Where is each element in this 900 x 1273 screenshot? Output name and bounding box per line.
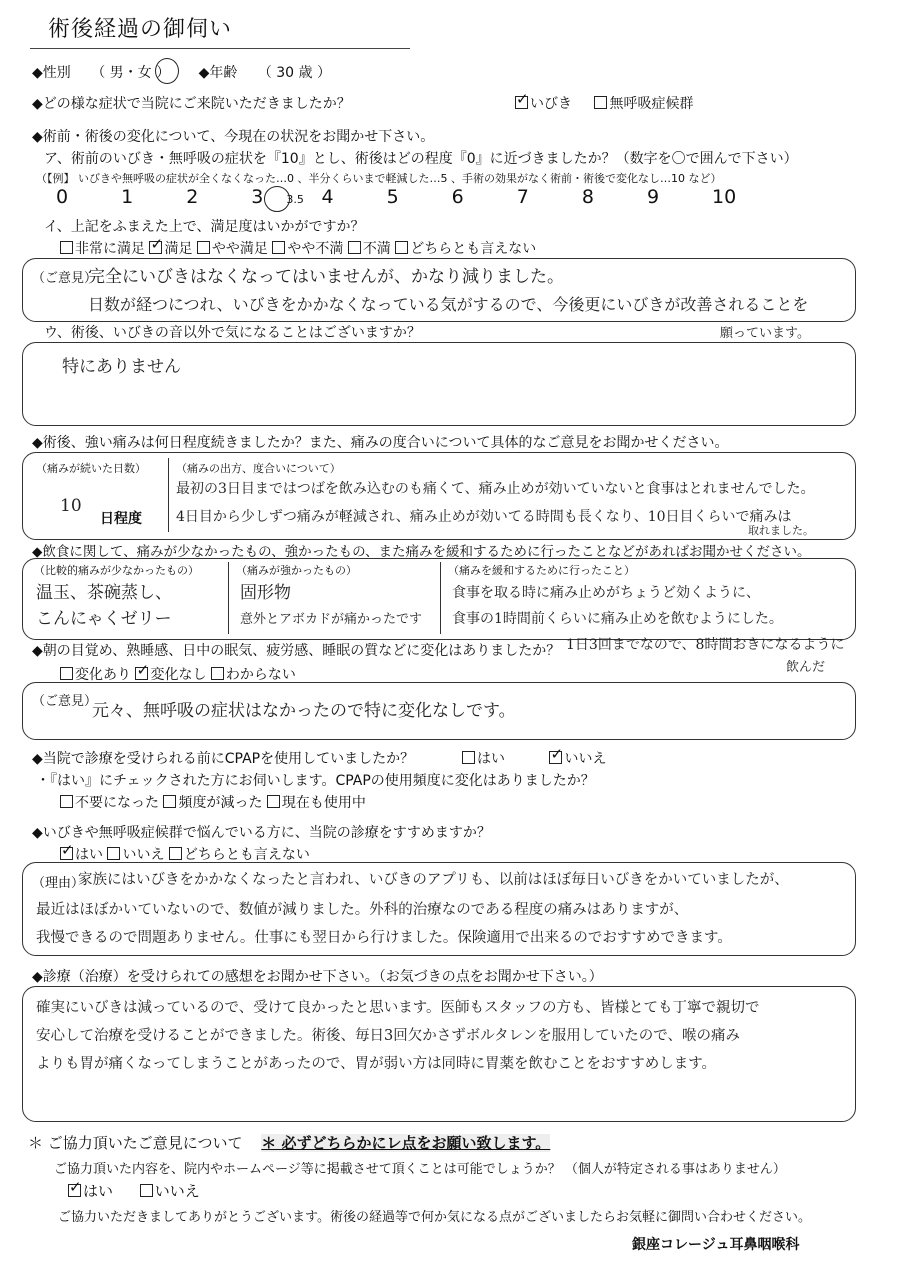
option-dissatisfied: 不満 <box>362 241 391 257</box>
checkbox-neither[interactable] <box>395 241 408 254</box>
option-cpap-unneeded: 不要になった <box>75 795 159 811</box>
scale-6[interactable]: 6 <box>451 186 464 208</box>
diet-col1-label: （比較的痛みが少なかったもの） <box>34 564 199 577</box>
diet-col3-label: （痛みを緩和するために行ったこと） <box>448 564 635 577</box>
option-cpap-still-using: 現在も使用中 <box>281 795 366 811</box>
option-sleep-unknown: わからない <box>225 667 296 683</box>
checkbox-sleep-unknown[interactable] <box>211 667 224 680</box>
option-recommend-yes: はい <box>75 847 103 863</box>
diet-divider-1 <box>228 562 229 634</box>
satisfaction-question: イ、上記をふまえた上で、満足度はいかがですか？ <box>44 219 365 235</box>
sleep-opinion-label: （ご意見） <box>32 694 98 709</box>
scale-row <box>56 186 752 208</box>
option-very-satisfied: 非常に満足 <box>75 241 145 257</box>
option-somewhat-dissatisfied: やや不満 <box>287 241 344 257</box>
scale-9[interactable]: 9 <box>646 186 660 208</box>
gender-value: （ 男・女 ） <box>91 65 171 81</box>
pain-detail-line-3: 取れました。 <box>748 524 814 537</box>
scale-0[interactable]: 0 <box>56 186 69 208</box>
recommend-reason-label: （理由） <box>32 876 85 891</box>
pain-days-unit: 日程度 <box>100 511 142 527</box>
option-neither: どちらとも言えない <box>410 241 537 257</box>
option-satisfied: 満足 <box>164 241 193 257</box>
option-sleep-changed: 変化あり <box>75 667 131 683</box>
checkbox-snoring[interactable] <box>515 96 528 109</box>
pain-days-value: 10 <box>60 496 82 516</box>
impression-heading: ◆診療（治療）を受けられての感想をお聞かせ下さい。（お気づきの点をお聞かせ下さい。） <box>32 969 603 985</box>
consent-heading-right: ＊ 必ずどちらかにレ点をお願い致します。 <box>261 1134 551 1152</box>
checkbox-cpap-still-using[interactable] <box>267 795 280 808</box>
consent-heading-left: ＊ ご協力頂いたご意見について <box>28 1134 243 1152</box>
checkbox-sleep-changed[interactable] <box>60 667 73 680</box>
impression-line-1: 確実にいびきは減っているので、受けて良かったと思います。医師もスタッフの方も、皆様とても丁寧で親切で <box>36 1000 760 1016</box>
checkbox-sleep-unchanged[interactable] <box>135 667 148 680</box>
recommend-question: ◆いびきや無呼吸症候群で悩んでいる方に、当院の診療をすすめますか？ <box>32 825 491 841</box>
diet-col2-label: （痛みが強かったもの） <box>236 564 357 577</box>
impression-line-2: 安心して治療を受けることができました。術後、毎日3回欠かさずボルタレンを服用していたので、喉の痛み <box>36 1028 740 1044</box>
checkbox-recommend-no[interactable] <box>107 847 120 860</box>
diet-col2-line-1: 固形物 <box>240 583 291 603</box>
pain-detail-line-2: 4日目から少しずつ痛みが軽減され、痛み止めが効いてる時間も長くなり、10日目くらいで痛みは <box>176 509 792 525</box>
pain-days-label: （痛みが続いた日数） <box>36 462 146 475</box>
checkbox-cpap-no[interactable] <box>549 751 562 764</box>
cpap-follow-options <box>60 792 366 812</box>
option-snoring: いびき <box>530 96 572 112</box>
thanks-message: ご協力いただきましてありがとうございます。術後の経過等で何か気になる点がございましたらお気軽に御問い合わせください。 <box>58 1210 811 1225</box>
satisfaction-options <box>60 238 536 258</box>
scale-10[interactable]: 10 <box>712 186 737 208</box>
scale-1[interactable]: 1 <box>121 186 134 208</box>
gender-row <box>32 62 331 82</box>
option-cpap-yes: はい <box>477 751 505 767</box>
option-consent-yes: はい <box>83 1182 114 1200</box>
gender-label: ◆性別 <box>32 65 71 81</box>
sleep-options <box>60 664 296 684</box>
recommend-reason-line-1: 家族にはいびきをかかなくなったと言われ、いびきのアプリも、以前はほぼ毎日いびきをかいていましたが、 <box>78 872 789 888</box>
checkbox-consent-no[interactable] <box>140 1184 153 1197</box>
checkbox-recommend-neither[interactable] <box>169 847 182 860</box>
pain-divider <box>168 458 169 532</box>
checkbox-cpap-yes[interactable] <box>462 751 475 764</box>
cpap-options <box>462 748 606 768</box>
scale-7[interactable]: 7 <box>516 186 529 208</box>
recommend-options <box>60 844 310 864</box>
scale-3[interactable]: 3 <box>251 186 264 208</box>
option-recommend-no: いいえ <box>122 847 165 863</box>
scale-2[interactable]: 2 <box>186 186 199 208</box>
title-underline <box>30 48 410 49</box>
page-title: 術後経過の御伺い <box>48 17 233 42</box>
checkbox-somewhat-satisfied[interactable] <box>197 241 210 254</box>
checkbox-cpap-unneeded[interactable] <box>60 795 73 808</box>
sleep-question: ◆朝の目覚め、熟睡感、日中の眠気、疲労感、睡眠の質などに変化はありましたか？ <box>32 643 561 659</box>
diet-col1-line-1: 温玉、茶碗蒸し、 <box>36 583 172 603</box>
change-question: ア、術前のいびき・無呼吸の症状を『10』とし、術後はどの程度『0』に近づきましたか？（数字を〇で囲んで下さい） <box>44 151 798 167</box>
symptom-options <box>515 93 693 113</box>
pain-detail-line-1: 最初の3日目まではつばを飲み込むのも痛くて、痛み止めが効いていないと食事はとれませんでした。 <box>176 481 815 497</box>
impression-line-3: よりも胃が痛くなってしまうことがあったので、胃が弱い方は同時に胃薬を飲むことをおすすめします。 <box>36 1056 717 1072</box>
option-cpap-reduced: 頻度が減った <box>178 795 263 811</box>
checkbox-consent-yes[interactable] <box>68 1184 81 1197</box>
recommend-reason-line-3: 我慢できるので問題ありません。仕事にも翌日から行けました。保険適用で出来るのでおすすめできます。 <box>36 930 732 946</box>
consent-question: ご協力頂いた内容を、院内やホームページ等に掲載させて頂くことは可能でしょうか？ （個人が特定される事はありません） <box>54 1162 786 1177</box>
pain-heading: ◆術後、強い痛みは何日程度続きましたか？また、痛みの度合いについて具体的なご意見をお聞かせください。 <box>32 435 729 451</box>
option-somewhat-satisfied: やや満足 <box>211 241 268 257</box>
consent-options <box>68 1180 200 1201</box>
diet-col3-line-1: 食事を取る時に痛み止めがちょうど効くように、 <box>452 585 760 601</box>
satisfaction-opinion-line-1: 完全にいびきはなくなってはいませんが、かなり減りました。 <box>88 267 564 287</box>
scale-5[interactable]: 5 <box>386 186 399 208</box>
gender-circle-mark <box>155 58 179 84</box>
checkbox-somewhat-dissatisfied[interactable] <box>272 241 285 254</box>
checkbox-satisfied[interactable] <box>149 241 162 254</box>
satisfaction-opinion-line-3: 願っています。 <box>720 326 810 341</box>
age-label: ◆年齢 <box>198 65 238 81</box>
diet-heading: ◆飲食に関して、痛みが少なかったもの、強かったもの、また痛みを緩和するために行ったことなどがあればお聞かせください。 <box>32 544 811 560</box>
checkbox-recommend-yes[interactable] <box>60 847 73 860</box>
cpap-question: ◆当院で診療を受けられる前にCPAPを使用していましたか？ <box>32 751 415 767</box>
diet-divider-2 <box>440 562 441 634</box>
checkbox-apnea[interactable] <box>594 96 607 109</box>
sleep-opinion: 元々、無呼吸の症状はなかったので特に変化なしです。 <box>92 701 516 721</box>
option-apnea: 無呼吸症候群 <box>609 96 694 112</box>
option-sleep-unchanged: 変化なし <box>150 667 207 683</box>
option-consent-no: いいえ <box>154 1182 200 1200</box>
scale-circle-mark <box>264 186 290 212</box>
change-heading: ◆術前・術後の変化について、今現在の状況をお聞かせ下さい。 <box>32 129 435 145</box>
diet-extra-note-line-2: 飲んだ <box>786 660 826 675</box>
diet-col3-line-2: 食事の1時間前くらいに痛み止めを飲むようにした。 <box>452 611 783 627</box>
option-recommend-neither: どちらとも言えない <box>183 847 310 863</box>
clinic-name: 銀座コレージュ耳鼻咽喉科 <box>632 1237 800 1253</box>
option-cpap-no: いいえ <box>564 751 607 767</box>
symptom-question: ◆どの様な症状で当院にご来院いただきましたか？ <box>32 96 351 112</box>
pain-detail-label: （痛みの出方、度合いについて） <box>176 462 341 475</box>
scale-selected-mark: 3.5 <box>286 193 304 206</box>
checkbox-very-satisfied[interactable] <box>60 241 73 254</box>
checkbox-cpap-reduced[interactable] <box>163 795 176 808</box>
satisfaction-opinion-line-2: 日数が経つにつれ、いびきをかかなくなっている気がするので、今後更にいびきが改善されることを <box>88 295 809 314</box>
recommend-reason-line-2: 最近はほぼかいていないので、数値が減りました。外科的治療なのである程度の痛みはありますが、 <box>36 902 689 918</box>
diet-col2-line-2: 意外とアボカドが痛かったです <box>240 612 423 627</box>
consent-heading <box>28 1132 550 1153</box>
change-example: （【例】 いびきや無呼吸の症状が全くなくなった…0 、半分くらいまで軽減した…5 、手術の効果がなく術前・術後で変化なし…10 など） <box>36 172 722 185</box>
cpap-follow-question: ・『はい』にチェックされた方にお伺いします。CPAPの使用頻度に変化はありましたか？ <box>36 773 595 789</box>
satisfaction-opinion-label: （ご意見） <box>32 271 98 286</box>
scale-8[interactable]: 8 <box>581 186 594 208</box>
other-concerns-answer: 特にありません <box>62 357 181 377</box>
diet-extra-note-line-1: 1日3回までなので、8時間おきになるように <box>566 637 845 653</box>
scale-4[interactable]: 4 <box>321 186 334 208</box>
checkbox-dissatisfied[interactable] <box>348 241 361 254</box>
other-concerns-question: ウ、術後、いびきの音以外で気になることはございますか？ <box>44 325 421 341</box>
diet-col1-line-2: こんにゃくゼリー <box>36 609 172 629</box>
age-value: （ 30 歳 ） <box>257 65 331 81</box>
